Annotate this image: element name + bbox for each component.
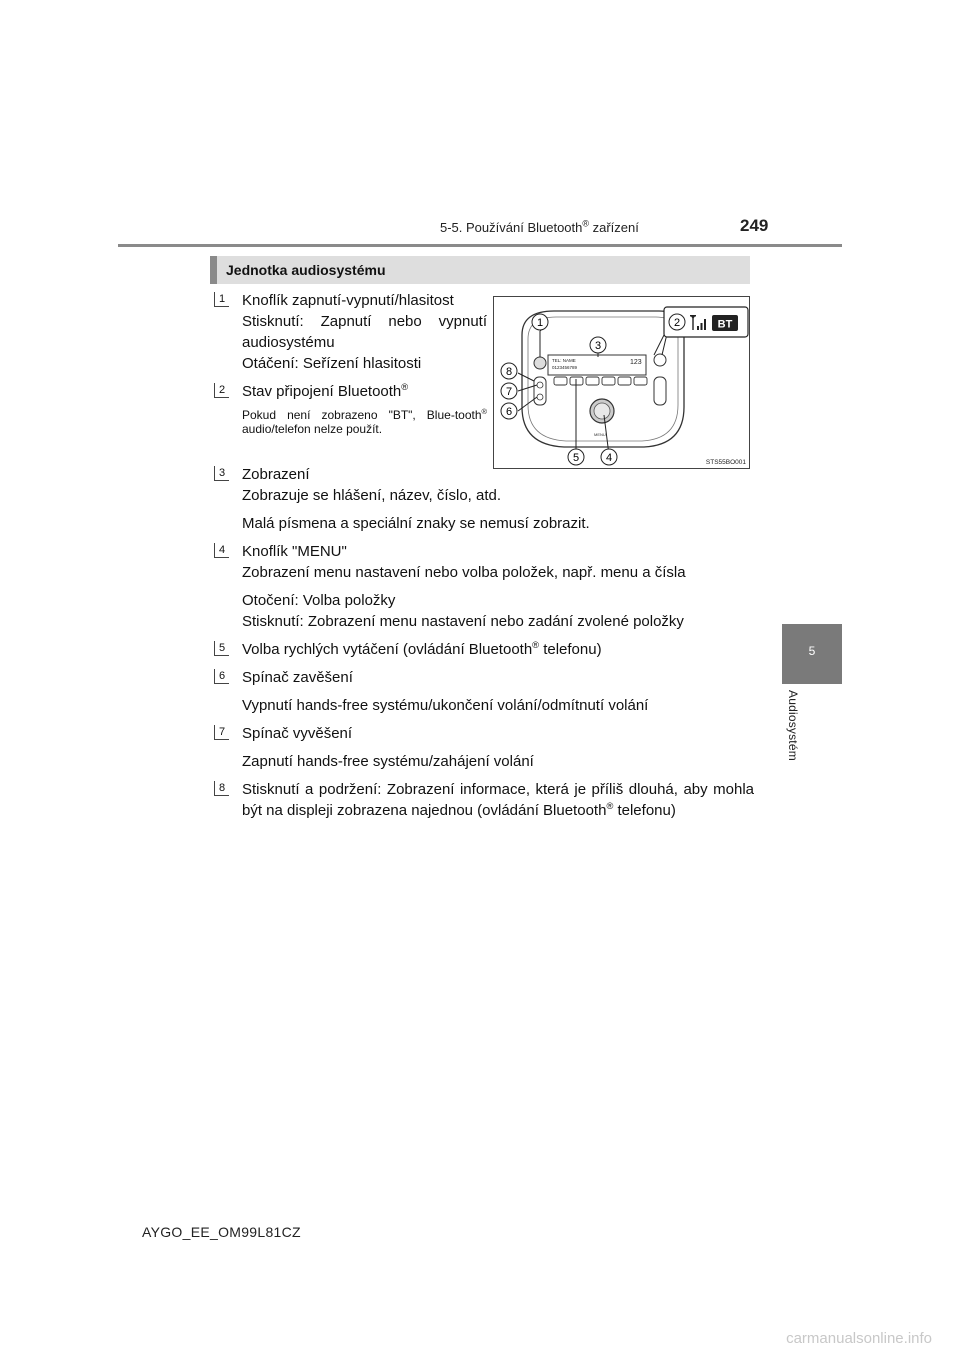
callout-7: 7 bbox=[505, 386, 513, 398]
item-number-badge: 3 bbox=[214, 466, 229, 481]
item-note bbox=[242, 408, 487, 436]
callout-3: 3 bbox=[594, 340, 602, 352]
document-code: AYGO_EE_OM99L81CZ bbox=[142, 1224, 301, 1240]
chapter-side-label bbox=[772, 690, 812, 790]
item-title: Spínač vyvěšení bbox=[242, 725, 353, 742]
item-number-badge: 1 bbox=[214, 292, 229, 307]
item-title bbox=[242, 381, 487, 402]
item-text: Zobrazení menu nastavení nebo volba položek, např. menu a čísla bbox=[242, 564, 686, 581]
list-item bbox=[214, 667, 754, 716]
item-text-body: telefonu) bbox=[613, 802, 676, 819]
callout-8: 8 bbox=[505, 366, 513, 378]
list-item bbox=[214, 464, 754, 534]
item-text-body: Stisknutí a podržení: Zobrazení informace, která je příliš dlouhá, aby mohla být na displeji zobrazena najednou (ovládání Bluetooth bbox=[242, 781, 754, 819]
display-number: 123 bbox=[630, 359, 642, 366]
item-number-badge: 7 bbox=[214, 725, 229, 740]
item-title: Knoflík zapnutí-vypnutí/hlasitost bbox=[242, 292, 454, 309]
registered-mark: ® bbox=[401, 382, 409, 392]
item-number-badge: 5 bbox=[214, 641, 229, 656]
list-item bbox=[214, 779, 754, 821]
display-line-1: TEL: NAME bbox=[552, 358, 576, 363]
menu-button-label: MENU bbox=[594, 432, 606, 437]
item-text: Zobrazuje se hlášení, název, číslo, atd. bbox=[242, 487, 502, 504]
chapter-tab-number: 5 bbox=[808, 644, 816, 658]
item-text: Vypnutí hands-free systému/ukončení volání/odmítnutí volání bbox=[242, 697, 649, 714]
item-text: Malá písmena a speciální znaky se nemusí zobrazit. bbox=[242, 515, 590, 532]
item-title: Zobrazení bbox=[242, 466, 310, 483]
callout-2: 2 bbox=[673, 317, 681, 329]
item-text: Zapnutí hands-free systému/zahájení volání bbox=[242, 753, 534, 770]
item-text: Otočení: Volba položky bbox=[242, 592, 396, 609]
item-number-badge: 8 bbox=[214, 781, 229, 796]
section-heading: Jednotka audiosystému bbox=[226, 262, 386, 278]
chapter-tab[interactable] bbox=[782, 624, 842, 684]
item-title-text: Stav připojení Bluetooth bbox=[242, 383, 402, 400]
list-item bbox=[214, 723, 754, 772]
item-title-text: telefonu) bbox=[539, 641, 602, 658]
registered-mark: ® bbox=[532, 640, 540, 650]
header-section-title bbox=[440, 220, 639, 235]
list-item bbox=[214, 381, 754, 436]
display-line-2: 0123456789 bbox=[552, 365, 578, 370]
item-text: Stisknutí: Zapnutí nebo vypnutí audiosystému bbox=[242, 313, 487, 351]
item-title: Spínač zavěšení bbox=[242, 669, 353, 686]
callout-5: 5 bbox=[572, 452, 580, 464]
item-title bbox=[242, 639, 754, 660]
watermark: carmanualsonline.info bbox=[786, 1330, 932, 1347]
header-title-prefix: 5-5. Používání Bluetooth bbox=[440, 220, 583, 235]
page-number: 249 bbox=[740, 216, 769, 235]
item-note-text: audio/telefon nelze použít. bbox=[242, 422, 383, 436]
item-number-badge: 4 bbox=[214, 543, 229, 558]
registered-mark: ® bbox=[606, 801, 614, 811]
list-item bbox=[214, 290, 754, 374]
bt-indicator-label: BT bbox=[717, 318, 733, 331]
section-heading-bar bbox=[210, 256, 750, 284]
figure-code: STS55BO001 bbox=[705, 459, 746, 466]
list-item bbox=[214, 639, 754, 660]
chapter-side-label-text: Audiosystém bbox=[786, 690, 800, 761]
registered-mark: ® bbox=[481, 407, 487, 416]
header-title-suffix: zařízení bbox=[589, 220, 639, 235]
item-list bbox=[214, 290, 754, 821]
callout-6: 6 bbox=[505, 406, 513, 418]
callout-1: 1 bbox=[536, 317, 544, 329]
callout-4: 4 bbox=[605, 452, 613, 464]
item-text: Stisknutí: Zobrazení menu nastavení nebo zadání zvolené položky bbox=[242, 613, 684, 630]
item-note-text: Pokud není zobrazeno "BT", Blue-tooth bbox=[242, 408, 482, 422]
item-text: Otáčení: Seřízení hlasitosti bbox=[242, 355, 422, 372]
item-title: Knoflík "MENU" bbox=[242, 543, 347, 560]
list-item bbox=[214, 541, 754, 632]
item-number-badge: 6 bbox=[214, 669, 229, 684]
item-number-badge: 2 bbox=[214, 383, 229, 398]
header-rule bbox=[118, 244, 842, 247]
item-title-text: Volba rychlých vytáčení (ovládání Bluetooth bbox=[242, 641, 533, 658]
registered-mark: ® bbox=[582, 218, 590, 229]
item-text bbox=[242, 779, 754, 821]
